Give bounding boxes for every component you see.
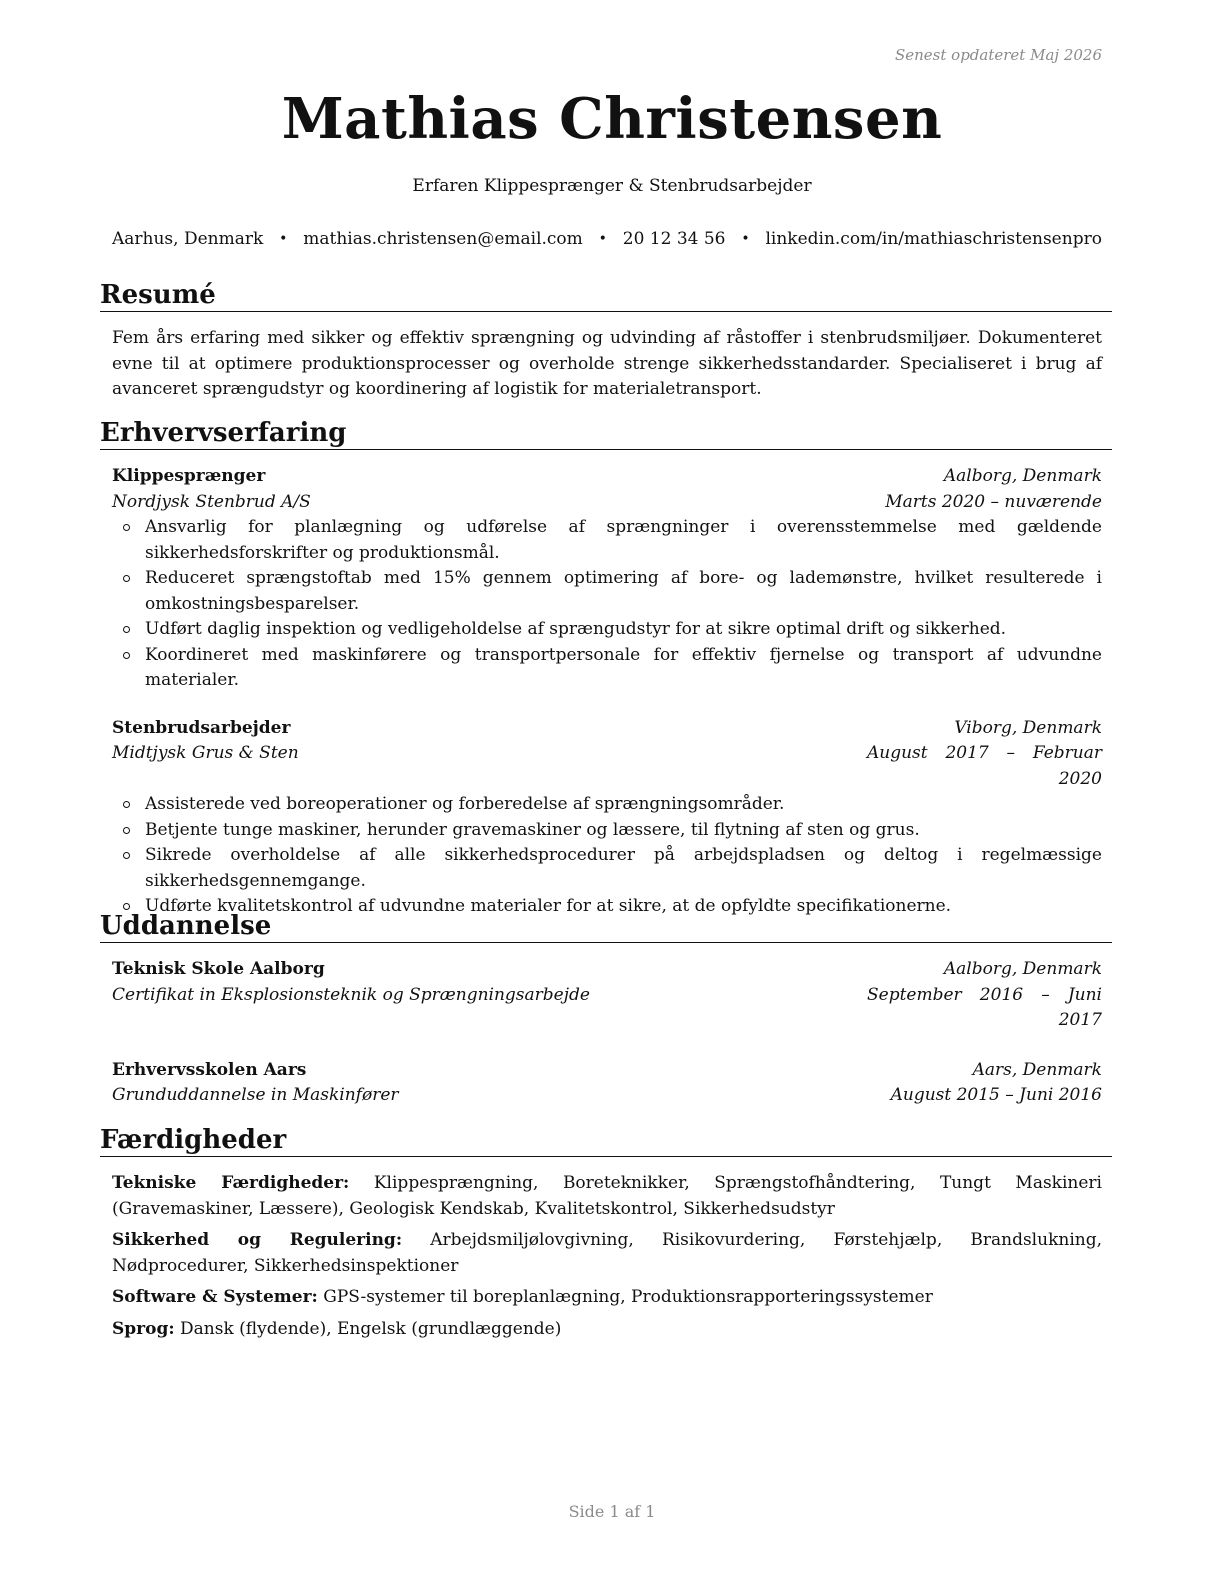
summary-text: Fem års erfaring med sikker og effektiv sprængning og udvinding af råstoffer i stenbrudsmiljøer. Dokumenteret evne til at optimere produktionsprocesser og overholde strenge sikkerhedsstandarder. Specialiseret i brug af avanceret sprængudstyr og koordinering af logistik for materialetransport. [112, 328, 1102, 399]
job-location: Aalborg, Denmark [943, 466, 1102, 486]
skill-label: Software & Systemer: [112, 1287, 318, 1307]
education-dates: August 2015 – Juni 2016 [890, 1085, 1102, 1105]
school-location: Aalborg, Denmark [943, 959, 1102, 979]
job-entry [112, 716, 1102, 920]
school-name: Erhvervsskolen Aars [112, 1059, 307, 1080]
job-bullets [112, 792, 1102, 920]
education-entry [112, 957, 1102, 1034]
bullet-text: Udførte kvalitetskontrol af udvundne materialer for at sikre, at de opfyldte specifikationerne. [145, 896, 952, 916]
bullet-text: Betjente tunge maskiner, herunder gravemaskiner og læssere, til flytning af sten og grus. [145, 819, 920, 840]
job-bullets [112, 515, 1102, 694]
skill-text: Dansk (flydende), Engelsk (grundlæggende) [180, 1318, 562, 1339]
skill-group [112, 1317, 1102, 1343]
bullet-icon [123, 524, 130, 531]
bullet-text: Ansvarlig for planlægning og udførelse af sprængninger i overensstemmelse med gældende sikkerhedsforskrifter og produktionsmål. [145, 517, 1102, 563]
education-dates: September 2016 – Juni 2017 [867, 984, 1102, 1030]
list-item [112, 643, 1102, 694]
contact-separator: • [598, 231, 607, 247]
skill-label: Tekniske Færdigheder: [112, 1173, 350, 1193]
bullet-text: Koordineret med maskinførere og transportpersonale for effektiv fjernelse og transport af udvundne materialer. [145, 644, 1102, 690]
bullet-text: Reduceret sprængstoftab med 15% gennem optimering af bore- og lademønstre, hvilket resulterede i omkostningsbesparelser. [145, 568, 1102, 614]
bullet-icon [123, 652, 130, 659]
skill-group [112, 1228, 1102, 1279]
degree: Grunduddannelse in Maskinfører [112, 1085, 399, 1105]
skill-text: GPS-systemer til boreplanlægning, Produktionsrapporteringssystemer [323, 1287, 933, 1307]
bullet-icon [123, 575, 130, 582]
skill-text: Klippesprængning, Boreteknikker, Sprængstofhåndtering, Tungt Maskineri (Gravemaskiner, Læssere), Geologisk Kendskab, Kvalitetskontrol, Sikkerhedsudstyr [112, 1173, 1102, 1219]
last-updated: Senest opdateret Maj 2026 [894, 46, 1102, 64]
job-entry [112, 464, 1102, 694]
job-location: Viborg, Denmark [954, 717, 1102, 738]
degree: Certifikat in Eksplosionsteknik og Sprængningsarbejde [112, 984, 590, 1005]
section-title-education: Uddannelse [100, 911, 1112, 943]
bullet-text: Sikrede overholdelse af alle sikkerhedsprocedurer på arbejdspladsen og deltog i regelmæssige sikkerhedsgennemgange. [145, 845, 1102, 891]
job-role: Stenbrudsarbejder [112, 717, 291, 738]
job-dates: August 2017 – Februar 2020 [867, 743, 1102, 789]
bullet-text: Assisterede ved boreoperationer og forberedelse af sprængningsområder. [145, 794, 785, 814]
bullet-icon [123, 827, 130, 834]
list-item [112, 617, 1102, 643]
section-title-experience: Erhvervserfaring [100, 418, 1112, 450]
skills-section [100, 1125, 1112, 1348]
contact-linkedin[interactable]: linkedin.com/in/mathiaschristensenpro [765, 229, 1102, 249]
bullet-icon [123, 626, 130, 633]
candidate-name: Mathias Christensen [281, 86, 943, 152]
school-name: Teknisk Skole Aalborg [112, 959, 325, 979]
job-dates: Marts 2020 – nuværende [885, 491, 1102, 512]
summary-section [100, 280, 1112, 403]
skill-text: Arbejdsmiljølovgivning, Risikovurdering, Førstehjælp, Brandslukning, Nødprocedurer, Sikkerhedsinspektioner [112, 1230, 1102, 1276]
skill-group [112, 1171, 1102, 1222]
job-company: Midtjysk Grus & Sten [112, 743, 299, 763]
bullet-text: Udført daglig inspektion og vedligeholdelse af sprængudstyr for at sikre optimal drift og sikkerhed. [145, 619, 1007, 639]
page-number: Side 1 af 1 [568, 1502, 656, 1521]
list-item [112, 843, 1102, 894]
section-title-skills: Færdigheder [100, 1125, 1112, 1157]
contact-bar [112, 229, 1102, 249]
contact-phone: 20 12 34 56 [622, 229, 726, 249]
education-entry [112, 1058, 1102, 1109]
bullet-icon [123, 903, 130, 910]
headline: Erfaren Klippesprænger & Stenbrudsarbejder [412, 176, 812, 196]
skill-group [112, 1285, 1102, 1311]
list-item [112, 818, 1102, 844]
contact-email[interactable]: mathias.christensen@email.com [303, 229, 583, 249]
contact-separator: • [279, 231, 288, 247]
experience-section [100, 418, 1112, 920]
skill-label: Sikkerhed og Regulering: [112, 1230, 403, 1250]
list-item [112, 515, 1102, 566]
contact-location: Aarhus, Denmark [112, 229, 264, 249]
section-title-summary: Resumé [100, 280, 1112, 312]
list-item [112, 792, 1102, 818]
job-role: Klippesprænger [112, 466, 266, 486]
education-section [100, 911, 1112, 1109]
bullet-icon [123, 801, 130, 808]
school-location: Aars, Denmark [972, 1059, 1102, 1080]
skill-label: Sprog: [112, 1318, 175, 1339]
list-item [112, 566, 1102, 617]
job-company: Nordjysk Stenbrud A/S [112, 491, 311, 512]
contact-separator: • [741, 231, 750, 247]
bullet-icon [123, 852, 130, 859]
